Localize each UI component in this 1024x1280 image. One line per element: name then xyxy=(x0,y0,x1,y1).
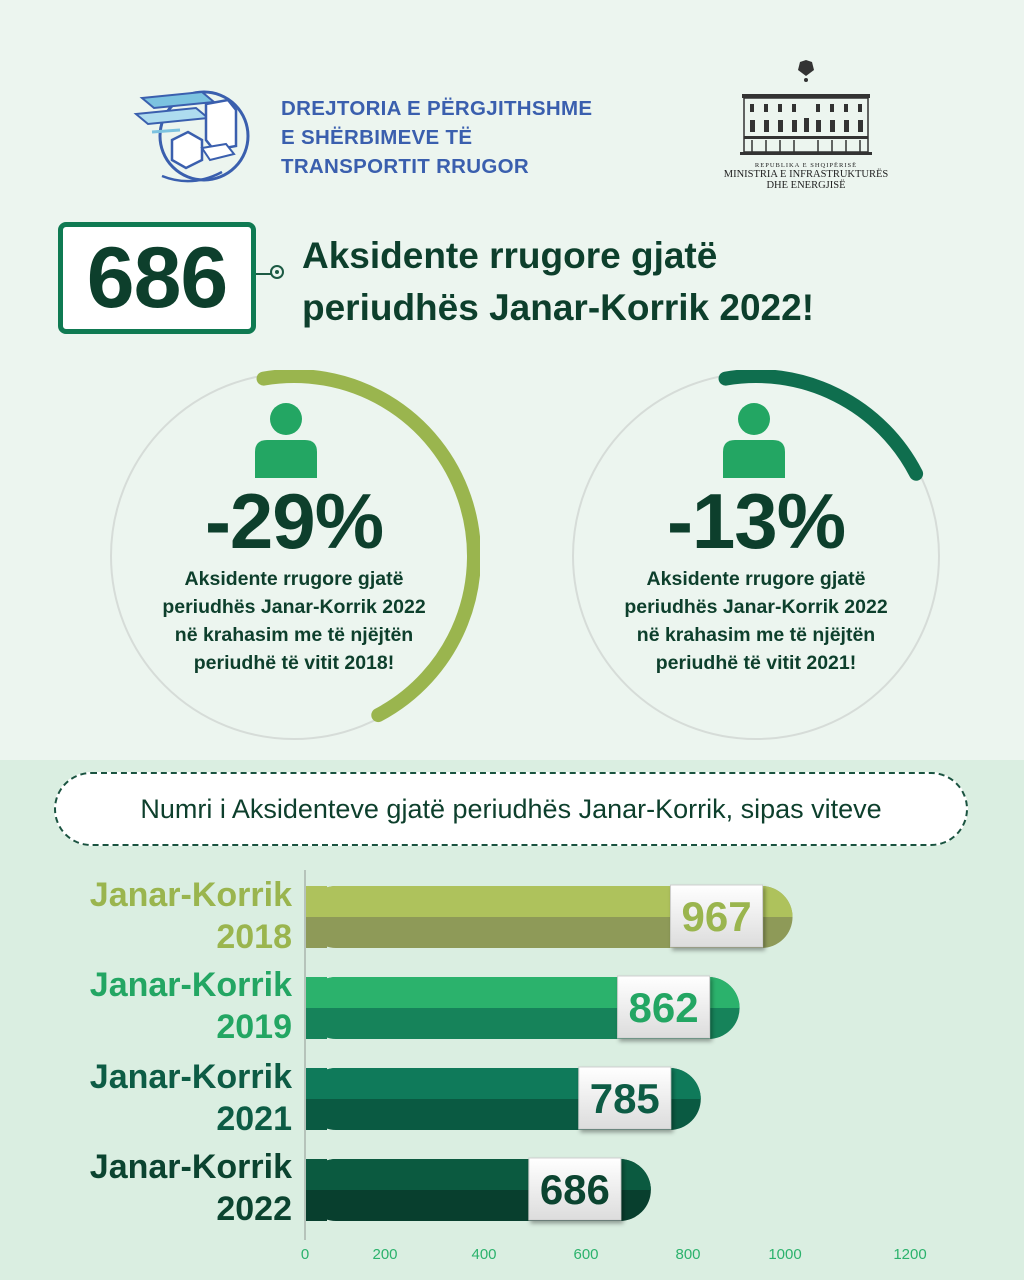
category-label-year: 2018 xyxy=(216,918,292,956)
connector-dot xyxy=(270,265,284,279)
chart-title-pill xyxy=(54,772,968,846)
x-tick-label: 0 xyxy=(300,1246,310,1263)
category-label-line: Janar-Korrik xyxy=(89,966,292,1004)
headline-line: Aksidente rrugore gjatë xyxy=(302,235,718,276)
category-label-year: 2022 xyxy=(216,1190,292,1228)
bar-base-highlight xyxy=(305,1159,327,1190)
x-tick-label: 800 xyxy=(675,1246,701,1263)
category-label-line: Janar-Korrik xyxy=(89,1058,292,1096)
ministry-country: REPUBLIKA E SHQIPËRISË xyxy=(754,162,858,169)
x-tick-label: 600 xyxy=(573,1246,599,1263)
ministry-name-line: MINISTRIA E INFRASTRUKTURËS xyxy=(723,169,889,180)
stat-desc-line: periudhë të vitit 2018! xyxy=(193,652,395,674)
stat-desc-line: në krahasim me të njëjtën xyxy=(636,624,876,646)
value-label: 862 xyxy=(628,984,699,1031)
bar-base-highlight xyxy=(305,977,327,1008)
stat-circle-2018 xyxy=(108,370,480,742)
agency-name-line: TRANSPORTIT RRUGOR xyxy=(281,155,529,178)
stat-desc-line: në krahasim me të njëjtën xyxy=(174,624,414,646)
x-tick-label: 1200 xyxy=(893,1246,927,1263)
ministry-building-emblem xyxy=(740,60,872,160)
bar-base-highlight xyxy=(305,1068,327,1099)
agency-logo xyxy=(132,84,252,190)
ministry-name xyxy=(700,162,912,191)
stat-desc-line: periudhës Janar-Korrik 2022 xyxy=(624,596,888,618)
stat-desc-line: Aksidente rrugore gjatë xyxy=(646,568,866,590)
category-label-year: 2021 xyxy=(216,1100,292,1138)
category-label-line: Janar-Korrik xyxy=(89,1148,292,1186)
stat-desc-line: Aksidente rrugore gjatë xyxy=(184,568,404,590)
person-icon xyxy=(255,402,317,478)
value-label: 967 xyxy=(681,893,752,940)
x-tick-label: 400 xyxy=(471,1246,497,1263)
stat-desc-line: periudhës Janar-Korrik 2022 xyxy=(162,596,426,618)
person-icon xyxy=(723,402,785,478)
ministry-name-line: DHE ENERGJISË xyxy=(766,180,846,191)
value-label: 785 xyxy=(589,1075,660,1122)
headline-line: periudhës Janar-Korrik 2022! xyxy=(302,287,815,328)
x-tick-label: 200 xyxy=(372,1246,398,1263)
category-label-year: 2019 xyxy=(216,1008,292,1046)
value-label: 686 xyxy=(539,1166,610,1213)
x-tick-label: 1000 xyxy=(768,1246,802,1263)
stat-desc-line: periudhë të vitit 2021! xyxy=(655,652,857,674)
headline-number-box xyxy=(58,222,256,334)
agency-name-line: E SHËRBIMEVE TË xyxy=(281,126,473,149)
bar-base-highlight xyxy=(305,886,327,917)
agency-name-line: DREJTORIA E PËRGJITHSHME xyxy=(281,97,593,120)
bar-chart xyxy=(0,860,1024,1280)
headline-text xyxy=(302,230,902,334)
stat-description xyxy=(134,565,454,677)
headline-number: 686 xyxy=(86,229,228,326)
stat-description xyxy=(596,565,916,677)
stat-value: -13% xyxy=(666,477,846,565)
chart-title: Numri i Aksidenteve gjatë periudhës Janar-Korrik, sipas viteve xyxy=(140,793,882,824)
agency-name xyxy=(281,94,621,181)
stat-circle-2021 xyxy=(570,370,942,742)
stat-value: -29% xyxy=(204,477,384,565)
category-label-line: Janar-Korrik xyxy=(89,876,292,914)
